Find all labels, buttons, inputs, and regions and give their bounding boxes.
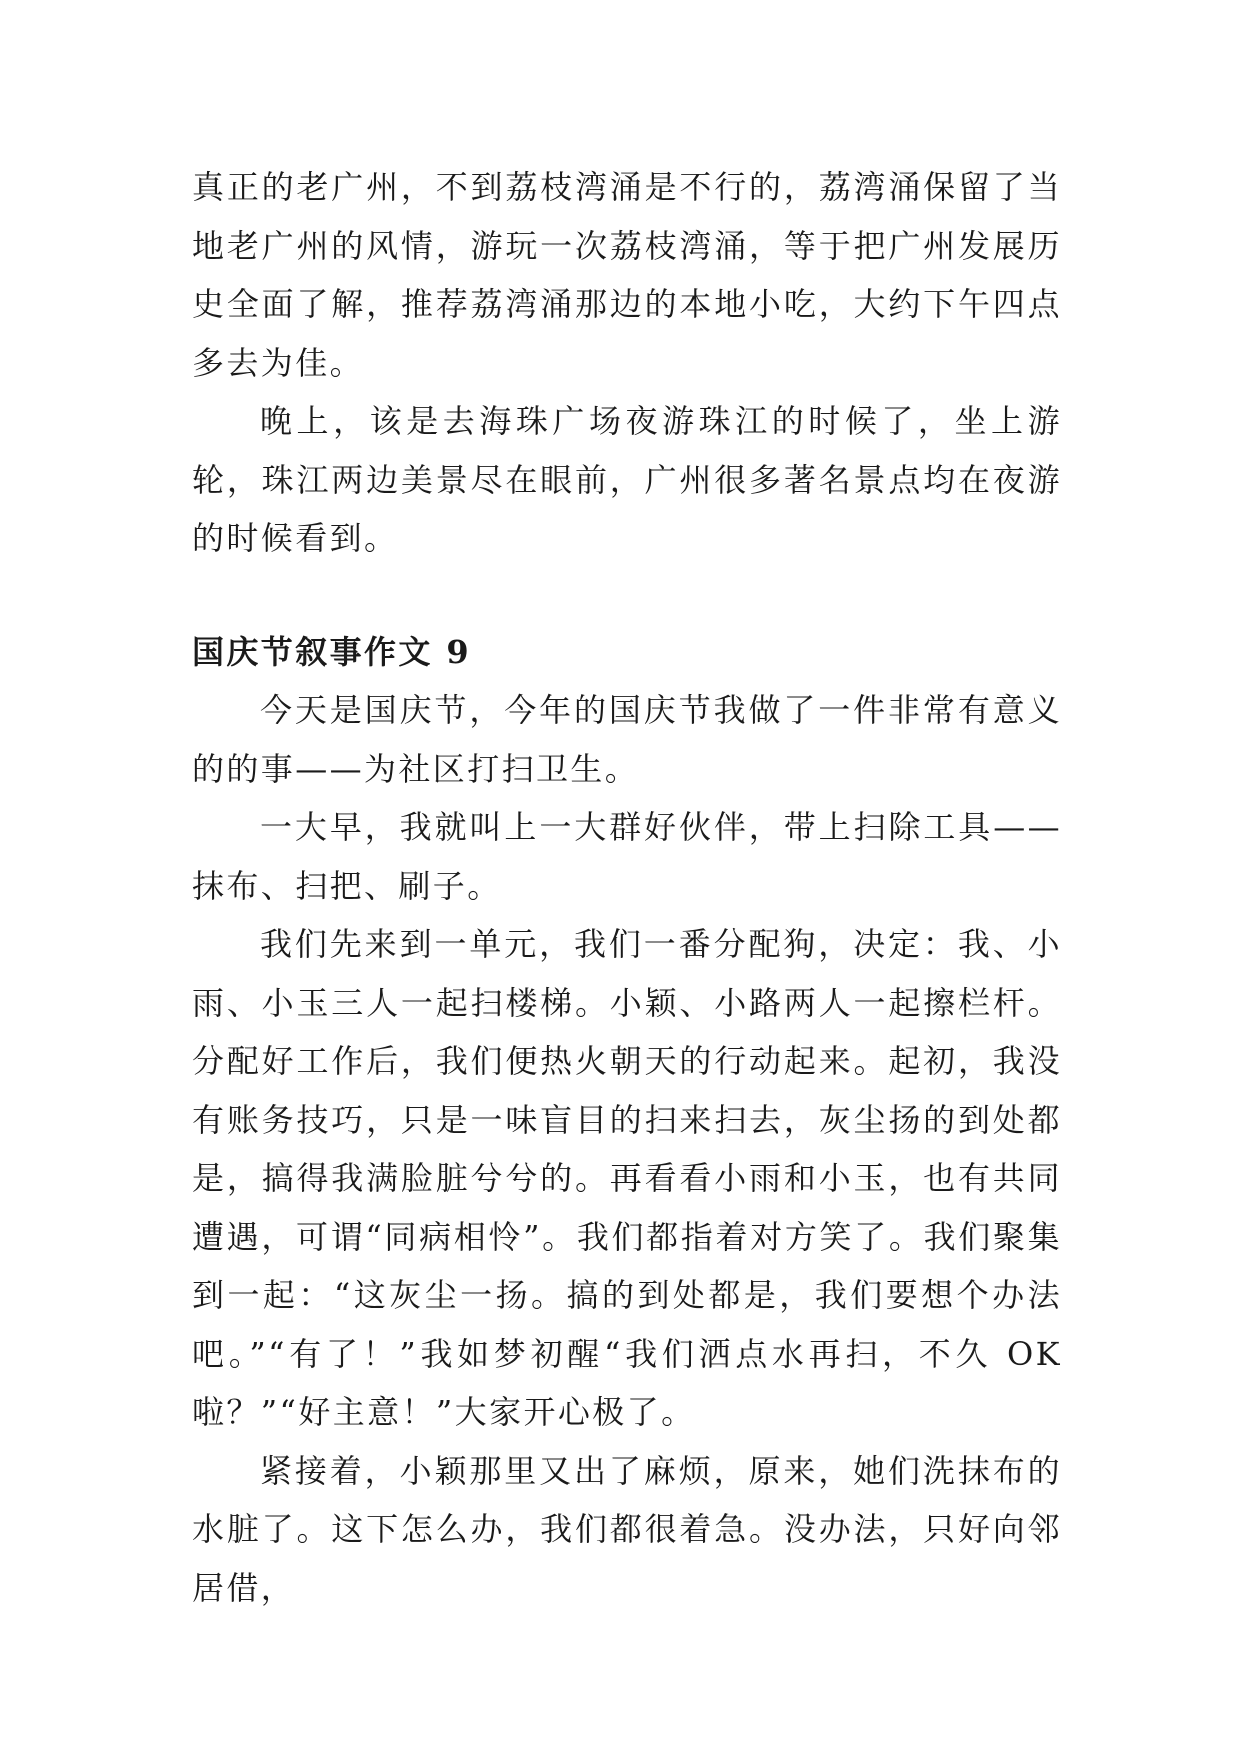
paragraph-cleaning-stairs: 我们先来到一单元，我们一番分配狗，决定：我、小雨、小玉三人一起扫楼梯。小颖、小路两人一起擦栏杆。分配好工作后，我们便热火朝天的行动起来。起初，我没有账务技巧，只是一味盲目的扫来扫去，灰尘扬的到处都是，搞得我满脸脏兮兮的。再看看小雨和小玉，也有共同遭遇，可谓“同病相怜”。我们都指着对方笑了。我们聚集到一起：“这灰尘一扬。搞的到处都是，我们要想个办法吧。”“有了！”我如梦初醒“我们洒点水再扫，不久 OK 啦？”“好主意！”大家开心极了。 [192, 925, 1062, 1431]
paragraph-national-day: 今天是国庆节，今年的国庆节我做了一件非常有意义的的事——为社区打扫卫生。 [192, 691, 1062, 788]
paragraph-lizhiwan: 真正的老广州，不到荔枝湾涌是不行的，荔湾涌保留了当地老广州的风情，游玩一次荔枝湾涌，等于把广州发展历史全面了解，推荐荔湾涌那边的本地小吃，大约下午四点多去为佳。 [192, 168, 1062, 382]
paragraph-early-morning: 一大早，我就叫上一大群好伙伴，带上扫除工具——抹布、扫把、刷子。 [192, 808, 1062, 905]
section-title: 国庆节叙事作文 9 [192, 632, 472, 671]
document-body [192, 158, 1062, 1617]
paragraph-dirty-water: 紧接着，小颖那里又出了麻烦，原来，她们洗抹布的水脏了。这下怎么办，我们都很着急。没办法，只好向邻居借， [192, 1451, 1062, 1607]
paragraph-night-cruise: 晚上，该是去海珠广场夜游珠江的时候了，坐上游轮，珠江两边美景尽在眼前，广州很多著名景点均在夜游的时候看到。 [192, 402, 1062, 557]
